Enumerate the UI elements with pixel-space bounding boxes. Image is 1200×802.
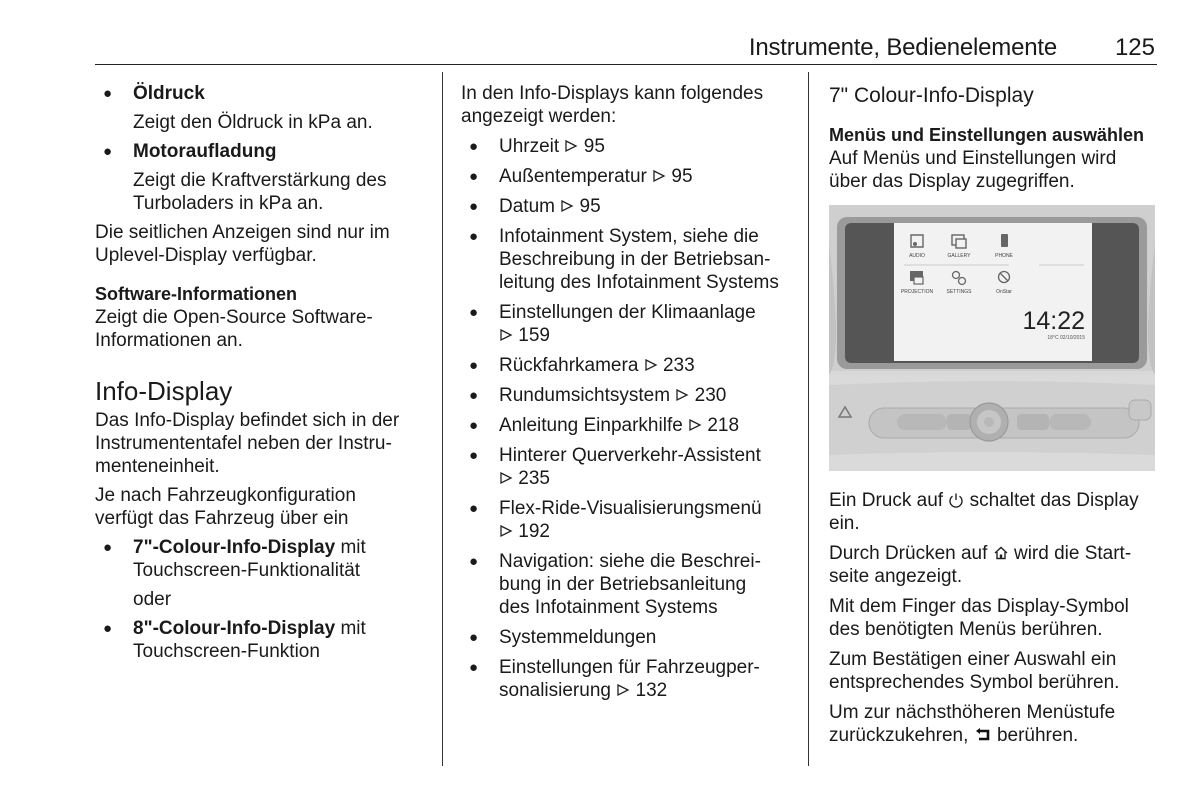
section-heading: Info-Display (95, 376, 233, 406)
paragraph: Zum Bestätigen einer Auswahl ein entsprechendes Symbol berühren. (829, 649, 1120, 693)
column-divider (442, 72, 443, 766)
list-item: ● 8"-Colour-Info-Display mit Touchscreen-Funktion (95, 617, 430, 663)
page-reference: 230 (694, 385, 727, 406)
paragraph: Die seitlichen Anzeigen sind nur im Uplevel-Display verfügbar. (95, 222, 390, 266)
column-divider (808, 72, 809, 766)
item-title: Öldruck (133, 83, 205, 104)
app-label: PROJECTION (900, 289, 934, 295)
column-middle (461, 82, 801, 702)
info-display-illustration (829, 205, 1155, 471)
reference-arrow-icon (560, 199, 574, 213)
paragraph: Um zur nächsthöheren Menüstufe zurückzukehren, berühren. (829, 702, 1116, 746)
subheading: Menüs und Einstellungen auswählen (829, 125, 1145, 145)
page-reference: 192 (518, 521, 550, 542)
page-reference: 233 (662, 355, 695, 376)
feature-list (461, 135, 801, 702)
list-item: ● Navigation: siehe die Beschrei- bung in der Betriebsanleitung des Infotainment Systems (461, 550, 801, 619)
list-item: ● Rückfahrkamera 233 (461, 354, 801, 377)
item-desc: Zeigt die Kraftverstärkung des Turboladers in kPa an. (133, 170, 387, 214)
paragraph: Auf Menüs und Einstellungen wird über das Display zugegriffen. (829, 148, 1117, 192)
section-title: Instrumente, Bedienelemente (748, 34, 1057, 61)
list-item: ● Flex-Ride-Visualisierungsmenü 192 (461, 497, 801, 543)
reference-arrow-icon (616, 683, 630, 697)
paragraph: In den Info-Displays kann folgendes angezeigt werden: (461, 83, 764, 127)
column-left (95, 82, 430, 663)
paragraph: Mit dem Finger das Display-Symbol des benötigten Menüs berühren. (829, 596, 1129, 640)
paragraph: Zeigt die Open-Source Software- Informationen an. (95, 307, 373, 351)
paragraph: Durch Drücken auf wird die Start- seite angezeigt. (829, 543, 1132, 587)
reference-arrow-icon (499, 524, 513, 538)
page-reference: 132 (635, 680, 668, 701)
page-reference: 95 (579, 196, 601, 217)
subheading: Software-Informationen (95, 284, 298, 304)
list-item: ● 7"-Colour-Info-Display mit Touchscreen-Funktionalität (95, 536, 430, 582)
list-item (95, 82, 430, 105)
list-item: ● Einstellungen für Fahrzeugper- sonalisierung 132 (461, 656, 801, 702)
home-icon (993, 545, 1009, 561)
paragraph: Je nach Fahrzeugkonfiguration verfügt das Fahrzeug über ein (95, 485, 356, 529)
list-item: ● Hinterer Querverkehr-Assistent 235 (461, 444, 801, 490)
reference-arrow-icon (644, 358, 658, 372)
list-item: ● Einstellungen der Klimaanlage 159 (461, 301, 801, 347)
reference-arrow-icon (499, 471, 513, 485)
list-item: ● Datum 95 (461, 195, 801, 218)
app-label: AUDIO (909, 253, 925, 259)
app-label: OnStar (996, 289, 1012, 295)
paragraph: oder (133, 589, 172, 610)
reference-arrow-icon (652, 169, 666, 183)
paragraph: Das Info-Display befindet sich in der Instrumententafel neben der Instru- menteneinheit. (95, 410, 400, 477)
app-label: GALLERY (947, 253, 971, 259)
item-title: Motoraufladung (133, 141, 277, 162)
page-reference: 95 (671, 166, 693, 187)
page-number: 125 (1114, 34, 1155, 61)
volume-knob (970, 403, 1008, 441)
column-right (829, 82, 1159, 193)
list-item: ● Systemmeldungen (461, 626, 801, 649)
power-icon (948, 492, 964, 508)
info-display-figure (829, 205, 1155, 471)
app-label: SETTINGS (946, 289, 972, 295)
reference-arrow-icon (688, 418, 702, 432)
list-item: ● Uhrzeit 95 (461, 135, 801, 158)
page-header (95, 30, 1157, 65)
page-reference: 235 (518, 468, 550, 489)
clock-time: 14:22 (1022, 307, 1085, 335)
paragraph: Ein Druck auf schaltet das Display ein. (829, 490, 1139, 534)
app-label: PHONE (995, 253, 1013, 259)
reference-arrow-icon (499, 328, 513, 342)
reference-arrow-icon (564, 139, 578, 153)
page-reference: 159 (518, 325, 550, 346)
list-item: ● Infotainment System, siehe die Beschreibung in der Betriebsan- leitung des Infotainment Systems (461, 225, 801, 294)
clock-status: 18°C 02/10/2015 (1047, 335, 1085, 341)
phone-app-icon (1001, 234, 1008, 247)
page-reference: 95 (583, 136, 605, 157)
list-item: ● Außentemperatur 95 (461, 165, 801, 188)
list-item (95, 140, 430, 163)
section-heading: 7" Colour-Info-Display (829, 84, 1034, 107)
page-reference: 218 (707, 415, 740, 436)
column-right-lower (829, 489, 1159, 747)
list-item: ● Anleitung Einparkhilfe 218 (461, 414, 801, 437)
item-desc: Zeigt den Öldruck in kPa an. (133, 112, 373, 133)
reference-arrow-icon (675, 388, 689, 402)
list-item: ● Rundumsichtsystem 230 (461, 384, 801, 407)
back-icon (974, 728, 992, 742)
